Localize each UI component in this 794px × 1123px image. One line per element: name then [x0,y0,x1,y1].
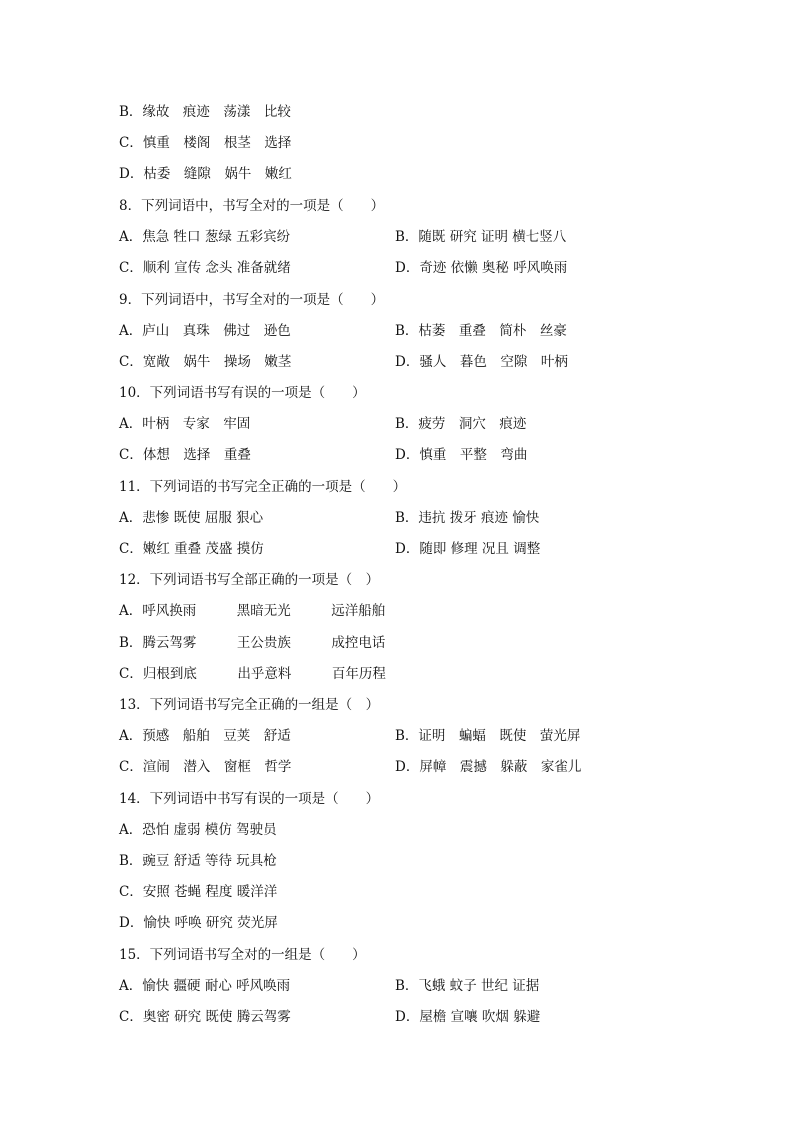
q12-option-a: A．呼风换雨 黑暗无光 远洋船舶 [119,603,386,619]
q11-option-a: A．悲惨 既使 屈服 狠心 [119,510,264,526]
q7-option-b: B．缘故 痕迹 荡漾 比较 [119,104,291,120]
q11-option-d: D．随即 修理 况且 调整 [395,541,541,557]
q11-stem: 11．下列词语的书写完全正确的一项是（ ） [119,479,407,495]
q12-stem: 12．下列词语书写全部正确的一项是（ ） [119,572,380,588]
q9-stem: 9．下列词语中，书写全对的一项是（ ） [119,292,385,308]
q10-option-c: C．体想 选择 重叠 [119,447,251,463]
q12-option-c: C．归根到底 出乎意料 百年历程 [119,666,386,682]
q14-option-a: A．恐怕 虚弱 模仿 驾驶员 [119,822,277,838]
q13-option-d: D．屏幛 震撼 躲蔽 家雀儿 [395,759,582,775]
q14-option-c: C．安照 苍蝇 程度 暖洋洋 [119,884,278,900]
q10-option-d: D．慎重 平整 弯曲 [395,447,528,463]
q12-option-b: B．腾云驾雾 王公贵族 成控电话 [119,635,386,651]
q15-stem: 15．下列词语书写全对的一组是（ ） [119,947,366,963]
q11-option-c: C．嫩红 重叠 茂盛 摸仿 [119,541,264,557]
q11-option-b: B．违抗 拨牙 痕迹 愉快 [395,510,540,526]
q13-stem: 13．下列词语书写完全正确的一组是（ ） [119,697,380,713]
q13-option-a: A．预感 船舶 豆荚 舒适 [119,728,291,744]
q14-option-b: B．豌豆 舒适 等待 玩具枪 [119,853,277,869]
q9-option-c: C．宽敞 娲牛 操场 嫩茎 [119,354,292,370]
q7-option-d: D．枯委 缝隙 娲牛 嫩红 [119,166,292,182]
q15-option-d: D．屋檐 宣嚷 吹烟 躲避 [395,1009,541,1025]
q9-option-b: B．枯萎 重叠 简朴 丝豪 [395,323,567,339]
q8-option-b: B．随既 研究 证明 横七竖八 [395,229,567,245]
q15-option-c: C．奥密 研究 既使 腾云驾雾 [119,1009,291,1025]
q10-option-b: B．疲劳 洞穴 痕迹 [395,416,527,432]
q15-option-a: A．愉快 疆硬 耐心 呼风唤雨 [119,978,291,994]
q13-option-b: B．证明 蝙蝠 既使 萤光屏 [395,728,581,744]
q10-stem: 10．下列词语书写有误的一项是（ ） [119,385,366,401]
q8-option-c: C．顺利 宣传 念头 准备就绪 [119,260,291,276]
q8-option-a: A．焦急 牲口 葱绿 五彩宾纷 [119,229,291,245]
q9-option-a: A．庐山 真珠 佛过 逊色 [119,323,291,339]
q15-option-b: B．飞蛾 蚊子 世纪 证据 [395,978,540,994]
q14-stem: 14．下列词语中书写有误的一项是（ ） [119,791,380,807]
q13-option-c: C．渲闹 潜入 窗框 哲学 [119,759,292,775]
q8-stem: 8．下列词语中，书写全对的一项是（ ） [119,198,385,214]
q10-option-a: A．叶柄 专家 牢固 [119,416,251,432]
q8-option-d: D．奇迹 依懒 奥秘 呼风唤雨 [395,260,568,276]
q9-option-d: D．骚人 暮色 空隙 叶柄 [395,354,568,370]
q7-option-c: C．慎重 楼阁 根茎 选择 [119,135,292,151]
q14-option-d: D．愉快 呼唤 研究 荧光屏 [119,915,278,931]
